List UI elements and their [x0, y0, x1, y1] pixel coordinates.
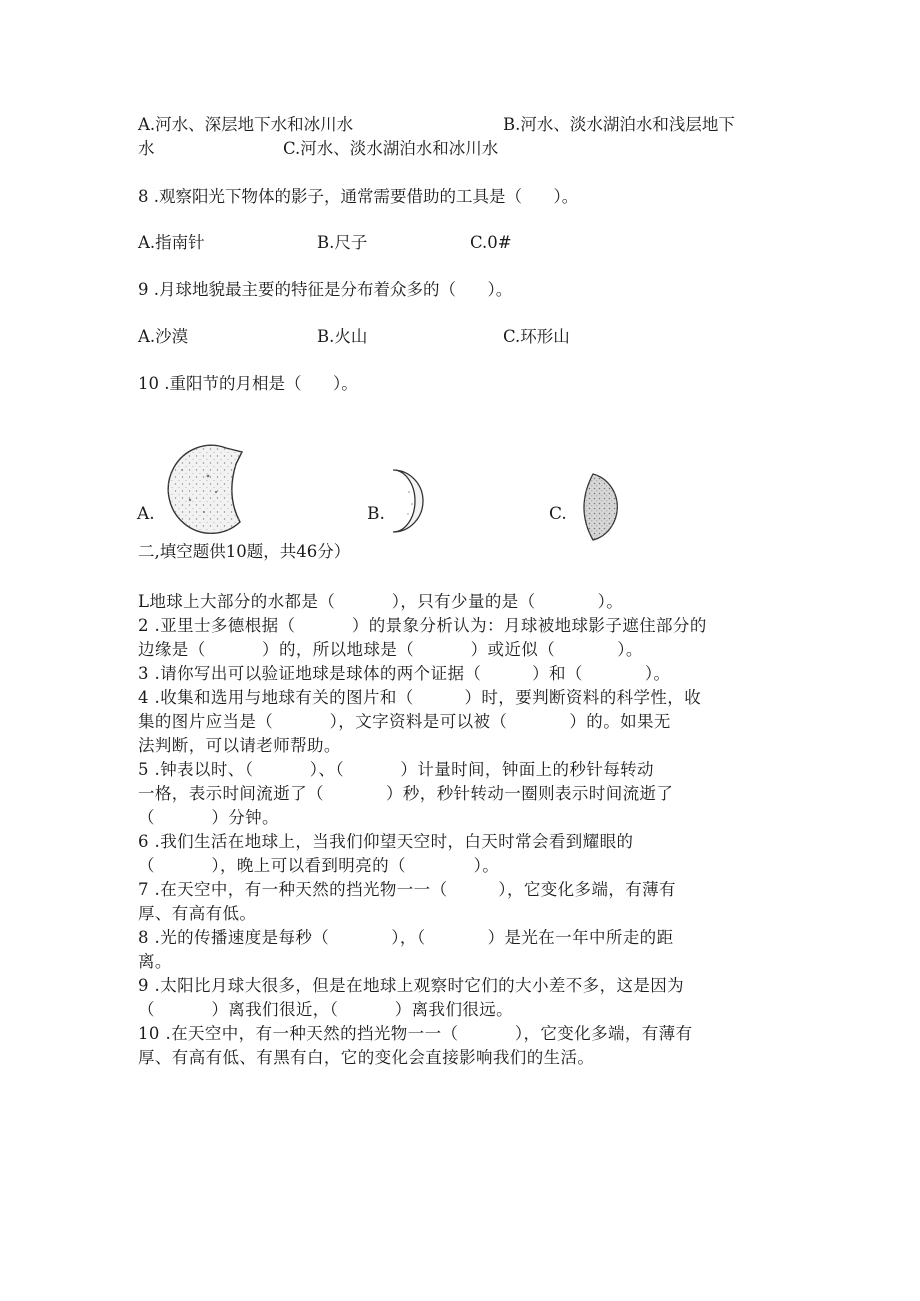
moon-half-icon: [573, 472, 625, 542]
q10-option-b-label: B.: [367, 504, 385, 524]
q10-stem: 10 .重阳节的月相是（ ）。: [138, 374, 358, 393]
q10-option-a-label: A.: [137, 504, 155, 524]
q7-option-b-continued: 水: [138, 139, 155, 158]
fill-line-8: 5 .钟表以时、（ ）、（ ）计量时间，钟面上的秒针每转动: [138, 760, 654, 779]
fill-line-12: （ ），晚上可以看到明亮的（ ）。: [138, 856, 500, 875]
moon-gibbous-icon: [160, 440, 244, 532]
fill-line-19: 10 .在天空中，有一种天然的挡光物一一（ ），它变化多端，有薄有: [138, 1024, 693, 1043]
fill-line-1: L地球上大部分的水都是（ ），只有少量的是（ ）。: [138, 592, 624, 611]
fill-line-13: 7 .在天空中，有一种天然的挡光物一一（ ），它变化多端，有薄有: [138, 880, 676, 899]
fill-line-7: 法判断，可以请老师帮助。: [138, 736, 341, 755]
fill-line-9: 一格，表示时间流逝了（ ）秒，秒针转动一圈则表示时间流逝了: [138, 784, 674, 803]
q7-option-b: B.河水、淡水湖泊水和浅层地下: [503, 115, 735, 134]
fill-line-17: 9 .太阳比月球大很多，但是在地球上观察时它们的大小差不多，这是因为: [138, 976, 685, 995]
fill-line-11: 6 .我们生活在地球上，当我们仰望天空时，白天时常会看到耀眼的: [138, 832, 634, 851]
q10-option-c-label: C.: [549, 504, 567, 524]
fill-line-14: 厚、有高有低。: [138, 904, 257, 923]
q8-stem: 8 .观察阳光下物体的影子，通常需要借助的工具是（ ）。: [138, 187, 579, 206]
fill-line-2: 2 .亚里士多德根据（ ）的景象分析认为：月球被地球影子遮住部分的: [138, 616, 707, 635]
q8-option-c: C.0#: [470, 233, 512, 252]
fill-line-4: 3 .请你写出可以验证地球是球体的两个证据（ ）和（ ）。: [138, 664, 671, 683]
q9-stem: 9 .月球地貌最主要的特征是分布着众多的（ ）。: [138, 280, 513, 299]
fill-line-10: （ ）分钟。: [138, 808, 279, 827]
q8-option-b: B.尺子: [317, 233, 368, 252]
fill-line-18: （ ）离我们很近，（ ）离我们很远。: [138, 1000, 514, 1019]
q8-option-a: A.指南针: [138, 233, 205, 252]
section-2-title: 二,填空题供10题，共46分）: [138, 542, 351, 561]
q9-option-a: A.沙漠: [138, 327, 189, 346]
q9-option-c: C.环形山: [503, 327, 570, 346]
q9-option-b: B.火山: [317, 327, 368, 346]
fill-line-3: 边缘是（ ）的，所以地球是（ ）或近似（ ）。: [138, 640, 643, 659]
fill-line-15: 8 .光的传播速度是每秒（ ），（ ）是光在一年中所走的距: [138, 928, 674, 947]
fill-line-20: 厚、有高有低、有黑有白，它的变化会直接影响我们的生活。: [138, 1048, 595, 1067]
fill-line-5: 4 .收集和选用与地球有关的图片和（ ）时，要判断资料的科学性，收: [138, 688, 702, 707]
q7-option-c: C.河水、淡水湖泊水和冰川水: [283, 139, 499, 158]
fill-line-16: 离。: [138, 952, 172, 971]
fill-line-6: 集的图片应当是（ ），文字资料是可以被（ ）的。如果无: [138, 712, 671, 731]
moon-crescent-icon: [385, 468, 425, 534]
q7-option-a: A.河水、深层地下水和冰川水: [138, 115, 354, 134]
